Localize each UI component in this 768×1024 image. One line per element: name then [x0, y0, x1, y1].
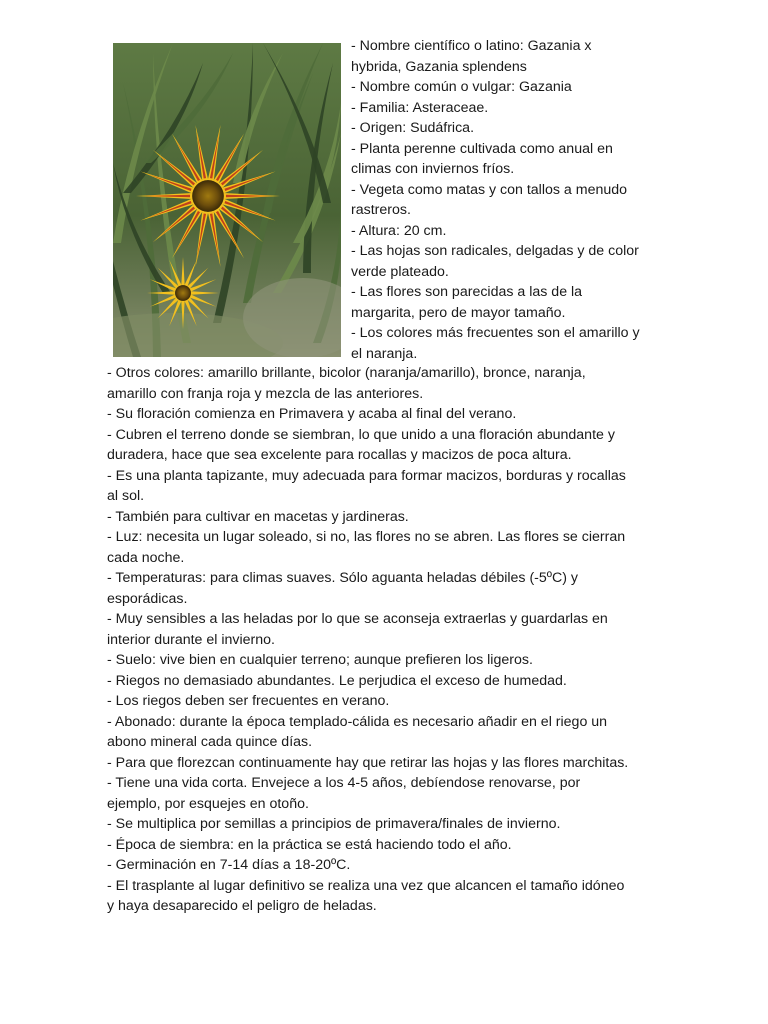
body-text-block — [107, 363, 677, 917]
gazania-flower-photo — [113, 43, 341, 357]
small-flower — [147, 257, 219, 329]
body-text-line: - Para que florezcan continuamente hay que retirar las hojas y las flores marchitas. — [107, 754, 629, 771]
body-text-line: - Suelo: vive bien en cualquier terreno; aunque prefieren los ligeros. — [107, 652, 533, 668]
top-text-line: - Planta perenne cultivada como anual en — [351, 140, 613, 157]
flower-image — [113, 43, 341, 357]
top-text-line: - Los colores más frecuentes son el amarillo y — [351, 325, 640, 341]
body-text-line: abono mineral cada quince días. — [107, 734, 313, 750]
body-text-line: interior durante el invierno. — [107, 631, 275, 648]
top-text-line: - Origen: Sudáfrica. — [351, 120, 475, 136]
top-text-line: - Altura: 20 cm. — [351, 222, 447, 239]
flower-center — [175, 285, 191, 301]
body-text-line: - Temperaturas: para climas suaves. Sólo aguanta heladas débiles (-5ºC) y — [107, 570, 578, 586]
body-text-line: - Tiene una vida corta. Envejece a los 4-5 años, debíendose renovarse, por — [107, 775, 581, 791]
body-text-line: - El trasplante al lugar definitivo se realiza una vez que alcancen el tamaño idóneo — [107, 877, 625, 894]
top-text-line: el naranja. — [351, 345, 418, 362]
top-text-line: margarita, pero de mayor tamaño. — [351, 304, 566, 321]
body-text-line: amarillo con franja roja y mezcla de las anteriores. — [107, 385, 424, 402]
body-text-line: - Su floración comienza en Primavera y acaba al final del verano. — [107, 406, 517, 422]
top-text-line: hybrida, Gazania splendens — [351, 58, 527, 75]
body-text-line: - Riegos no demasiado abundantes. Le perjudica el exceso de humedad. — [107, 672, 567, 689]
top-text-line: - Las flores son parecidas a las de la — [351, 284, 583, 300]
body-text-line: - Otros colores: amarillo brillante, bicolor (naranja/amarillo), bronce, naranja, — [107, 365, 586, 381]
top-text-line: - Familia: Asteraceae. — [351, 99, 489, 116]
body-text-line: - Cubren el terreno donde se siembran, lo que unido a una floración abundante y — [107, 426, 615, 443]
body-text-line: y haya desaparecido el peligro de heladas. — [107, 898, 377, 914]
body-text-line: - Germinación en 7-14 días a 18-20ºC. — [107, 857, 351, 873]
top-text-block — [351, 36, 671, 364]
top-text-line: - Nombre común o vulgar: Gazania — [351, 79, 572, 95]
body-text-line: - Los riegos deben ser frecuentes en verano. — [107, 693, 390, 709]
top-text-line: verde plateado. — [351, 263, 449, 280]
body-text-line: - Se multiplica por semillas a principios de primavera/finales de invierno. — [107, 816, 561, 832]
body-text-line: - Abonado: durante la época templado-cálida es necesario añadir en el riego un — [107, 713, 608, 730]
body-text-line: - También para cultivar en macetas y jardineras. — [107, 508, 409, 525]
body-text-line: ejemplo, por esquejes en otoño. — [107, 795, 309, 812]
body-text-line: duradera, hace que sea excelente para rocallas y macizos de poca altura. — [107, 447, 572, 463]
top-text-line: - Las hojas son radicales, delgadas y de color — [351, 243, 639, 259]
body-text-line: - Luz: necesita un lugar soleado, si no, las flores no se abren. Las flores se cierran — [107, 529, 626, 545]
flower-center — [192, 180, 224, 212]
body-text-line: cada noche. — [107, 549, 185, 566]
body-text-line: al sol. — [107, 488, 145, 504]
body-text-line: - Es una planta tapizante, muy adecuada para formar macizos, borduras y rocallas — [107, 467, 626, 484]
top-text-line: - Vegeta como matas y con tallos a menudo — [351, 181, 628, 198]
body-text-line: esporádicas. — [107, 590, 188, 607]
top-text-line: - Nombre científico o latino: Gazania x — [351, 38, 592, 54]
body-text-line: - Época de siembra: en la práctica se está haciendo todo el año. — [107, 836, 512, 853]
top-text-line: climas con inviernos fríos. — [351, 161, 515, 177]
body-text-line: - Muy sensibles a las heladas por lo que se aconseja extraerlas y guardarlas en — [107, 611, 608, 627]
top-text-line: rastreros. — [351, 202, 411, 218]
